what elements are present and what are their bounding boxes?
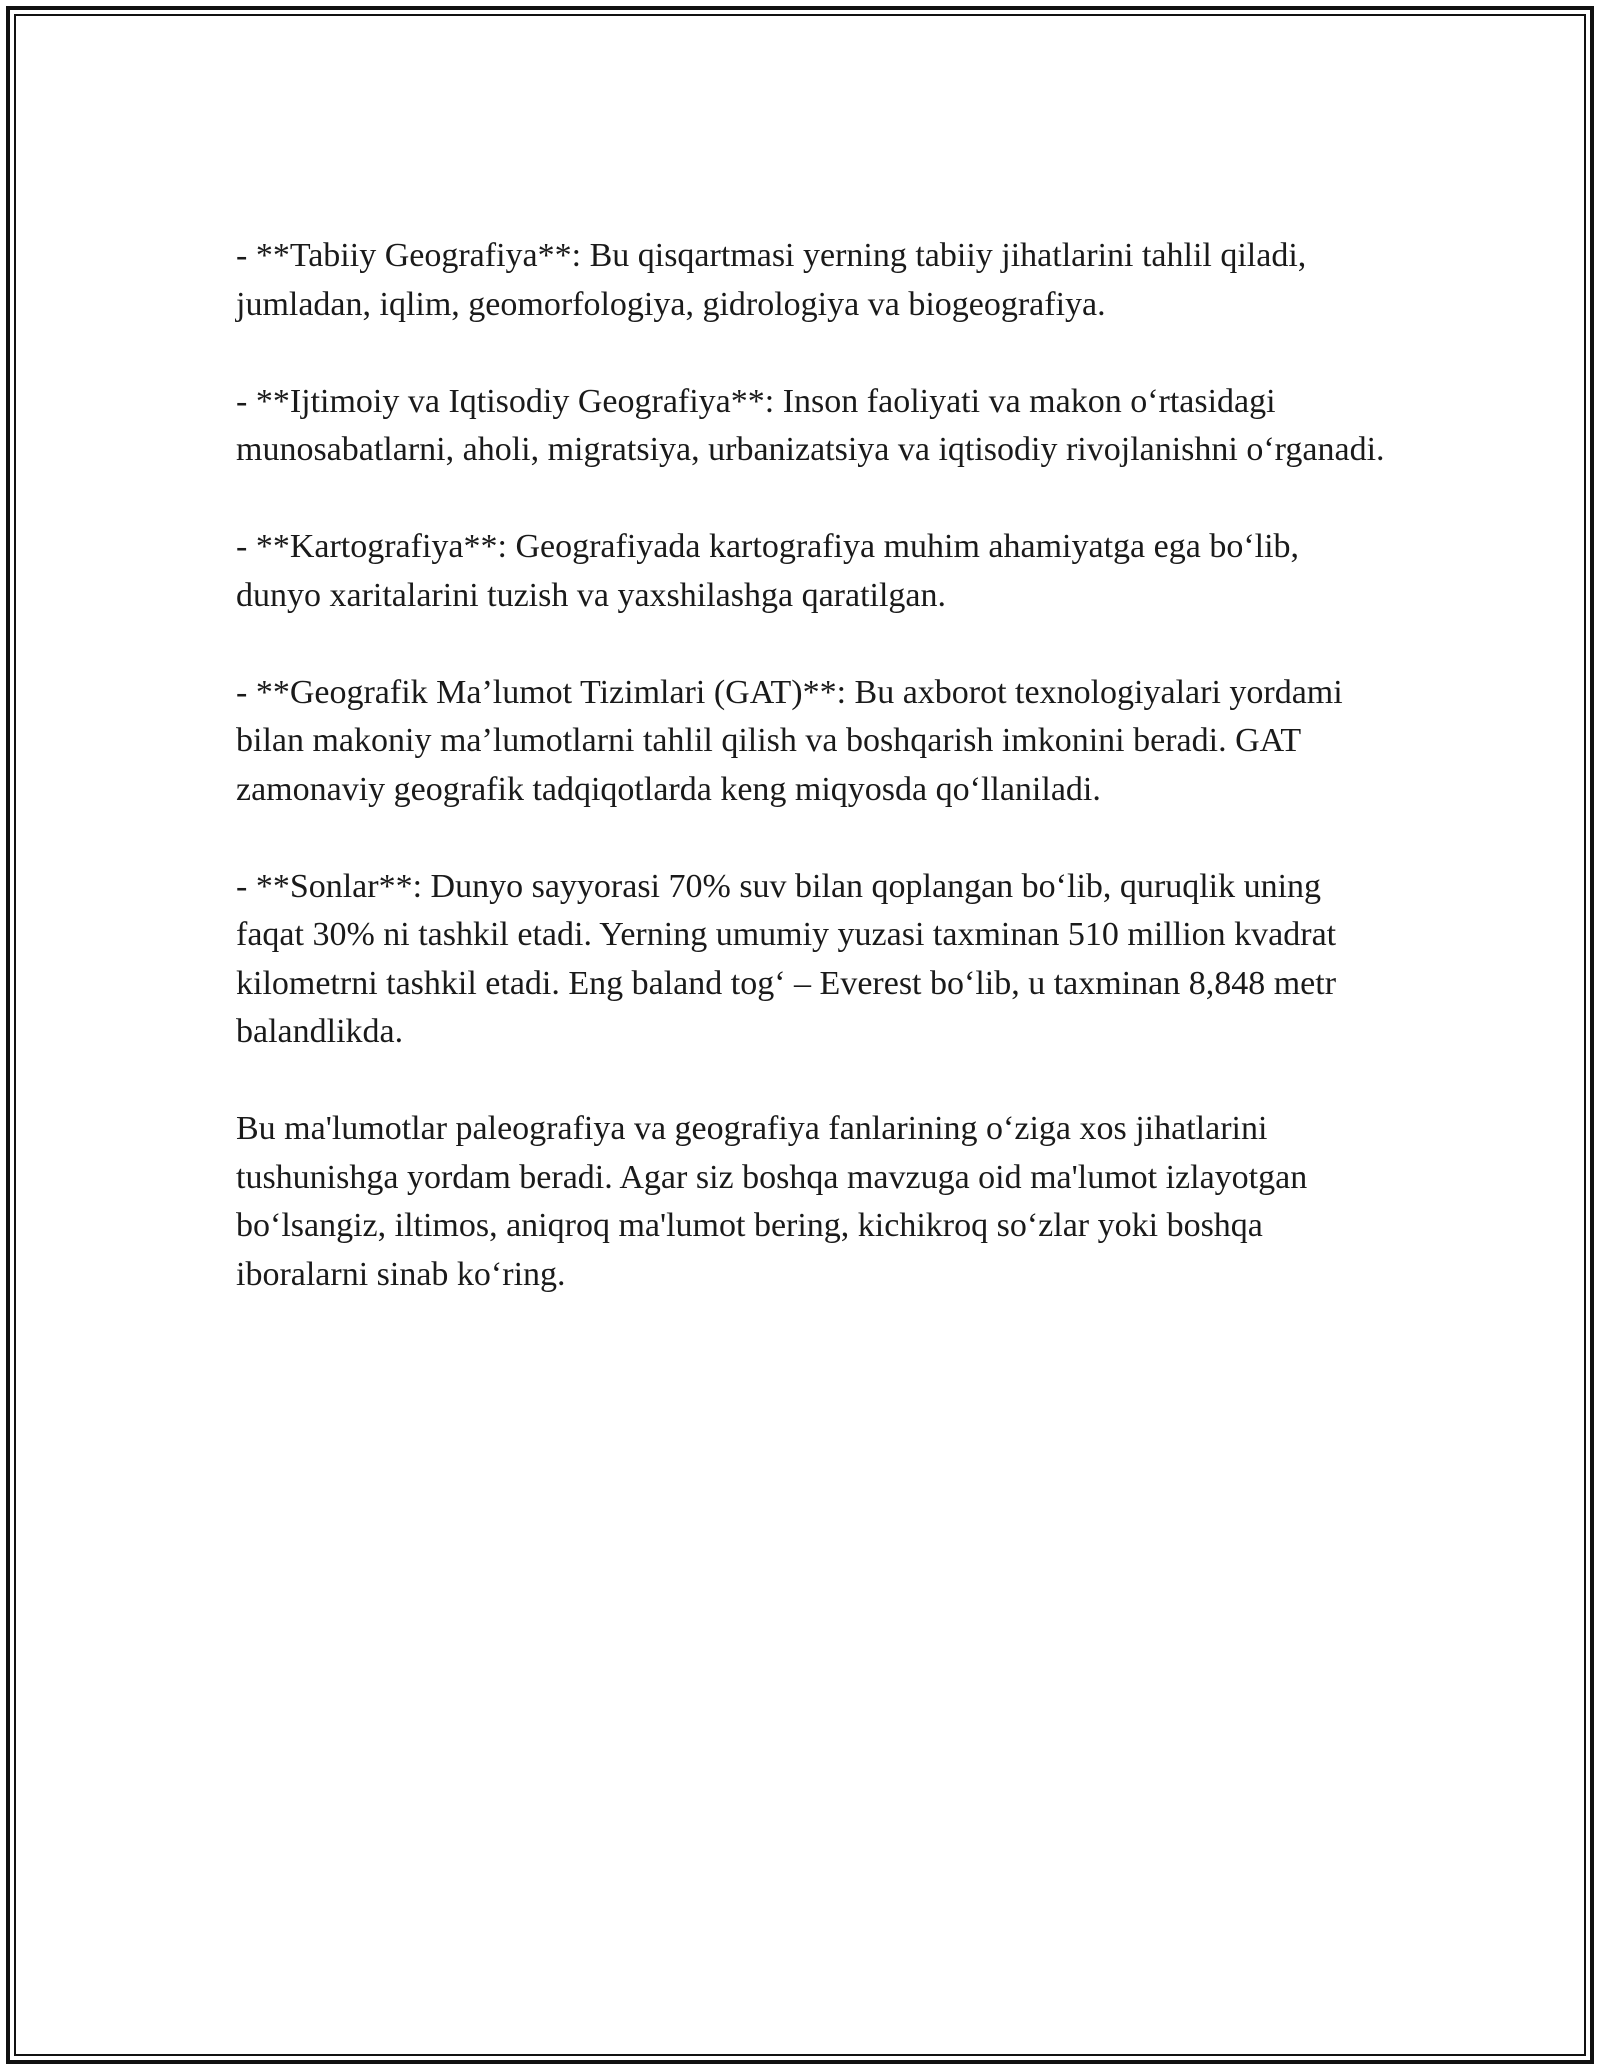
- paragraph-ijtimoiy-iqtisodiy-geografiya: - **Ijtimoiy va Iqtisodiy Geografiya**: Inson faoliyati va makon o‘rtasidagi munosabatlarni, aholi, migratsiya, urbanizatsiya va iqtisodiy rivojlanishni o‘rganadi.: [236, 382, 1385, 468]
- document-body: [236, 232, 1386, 1299]
- paragraph-tabiiy-geografiya: - **Tabiiy Geografiya**: Bu qisqartmasi yerning tabiiy jihatlarini tahlil qiladi, jumladan, iqlim, geomorfologiya, gidrologiya va biogeografiya.: [236, 237, 1307, 323]
- paragraph-conclusion: Bu ma'lumotlar paleografiya va geografiya fanlarining o‘ziga xos jihatlarini tushunishga yordam beradi. Agar siz boshqa mavzuga oid ma'lumot izlayotgan bo‘lsangiz, iltimos, aniqroq ma'lumot bering, kichikroq so‘zlar yoki boshqa iboralarni sinab ko‘ring.: [236, 1110, 1308, 1293]
- paragraph-sonlar: - **Sonlar**: Dunyo sayyorasi 70% suv bilan qoplangan bo‘lib, quruqlik uning faqat 30% ni tashkil etadi. Yerning umumiy yuzasi taxminan 510 million kvadrat kilometrni tashkil etadi. Eng baland tog‘ – Everest bo‘lib, u taxminan 8,848 metr balandlikda.: [236, 867, 1337, 1050]
- paragraph-kartografiya: - **Kartografiya**: Geografiyada kartografiya muhim ahamiyatga ega bo‘lib, dunyo xaritalarini tuzish va yaxshilashga qaratilgan.: [236, 528, 1300, 614]
- paragraph-gat: - **Geografik Ma’lumot Tizimlari (GAT)**: Bu axborot texnologiyalari yordami bilan makoniy ma’lumotlarni tahlil qilish va boshqarish imkonini beradi. GAT zamonaviy geografik tadqiqotlarda keng miqyosda qo‘llaniladi.: [236, 673, 1343, 808]
